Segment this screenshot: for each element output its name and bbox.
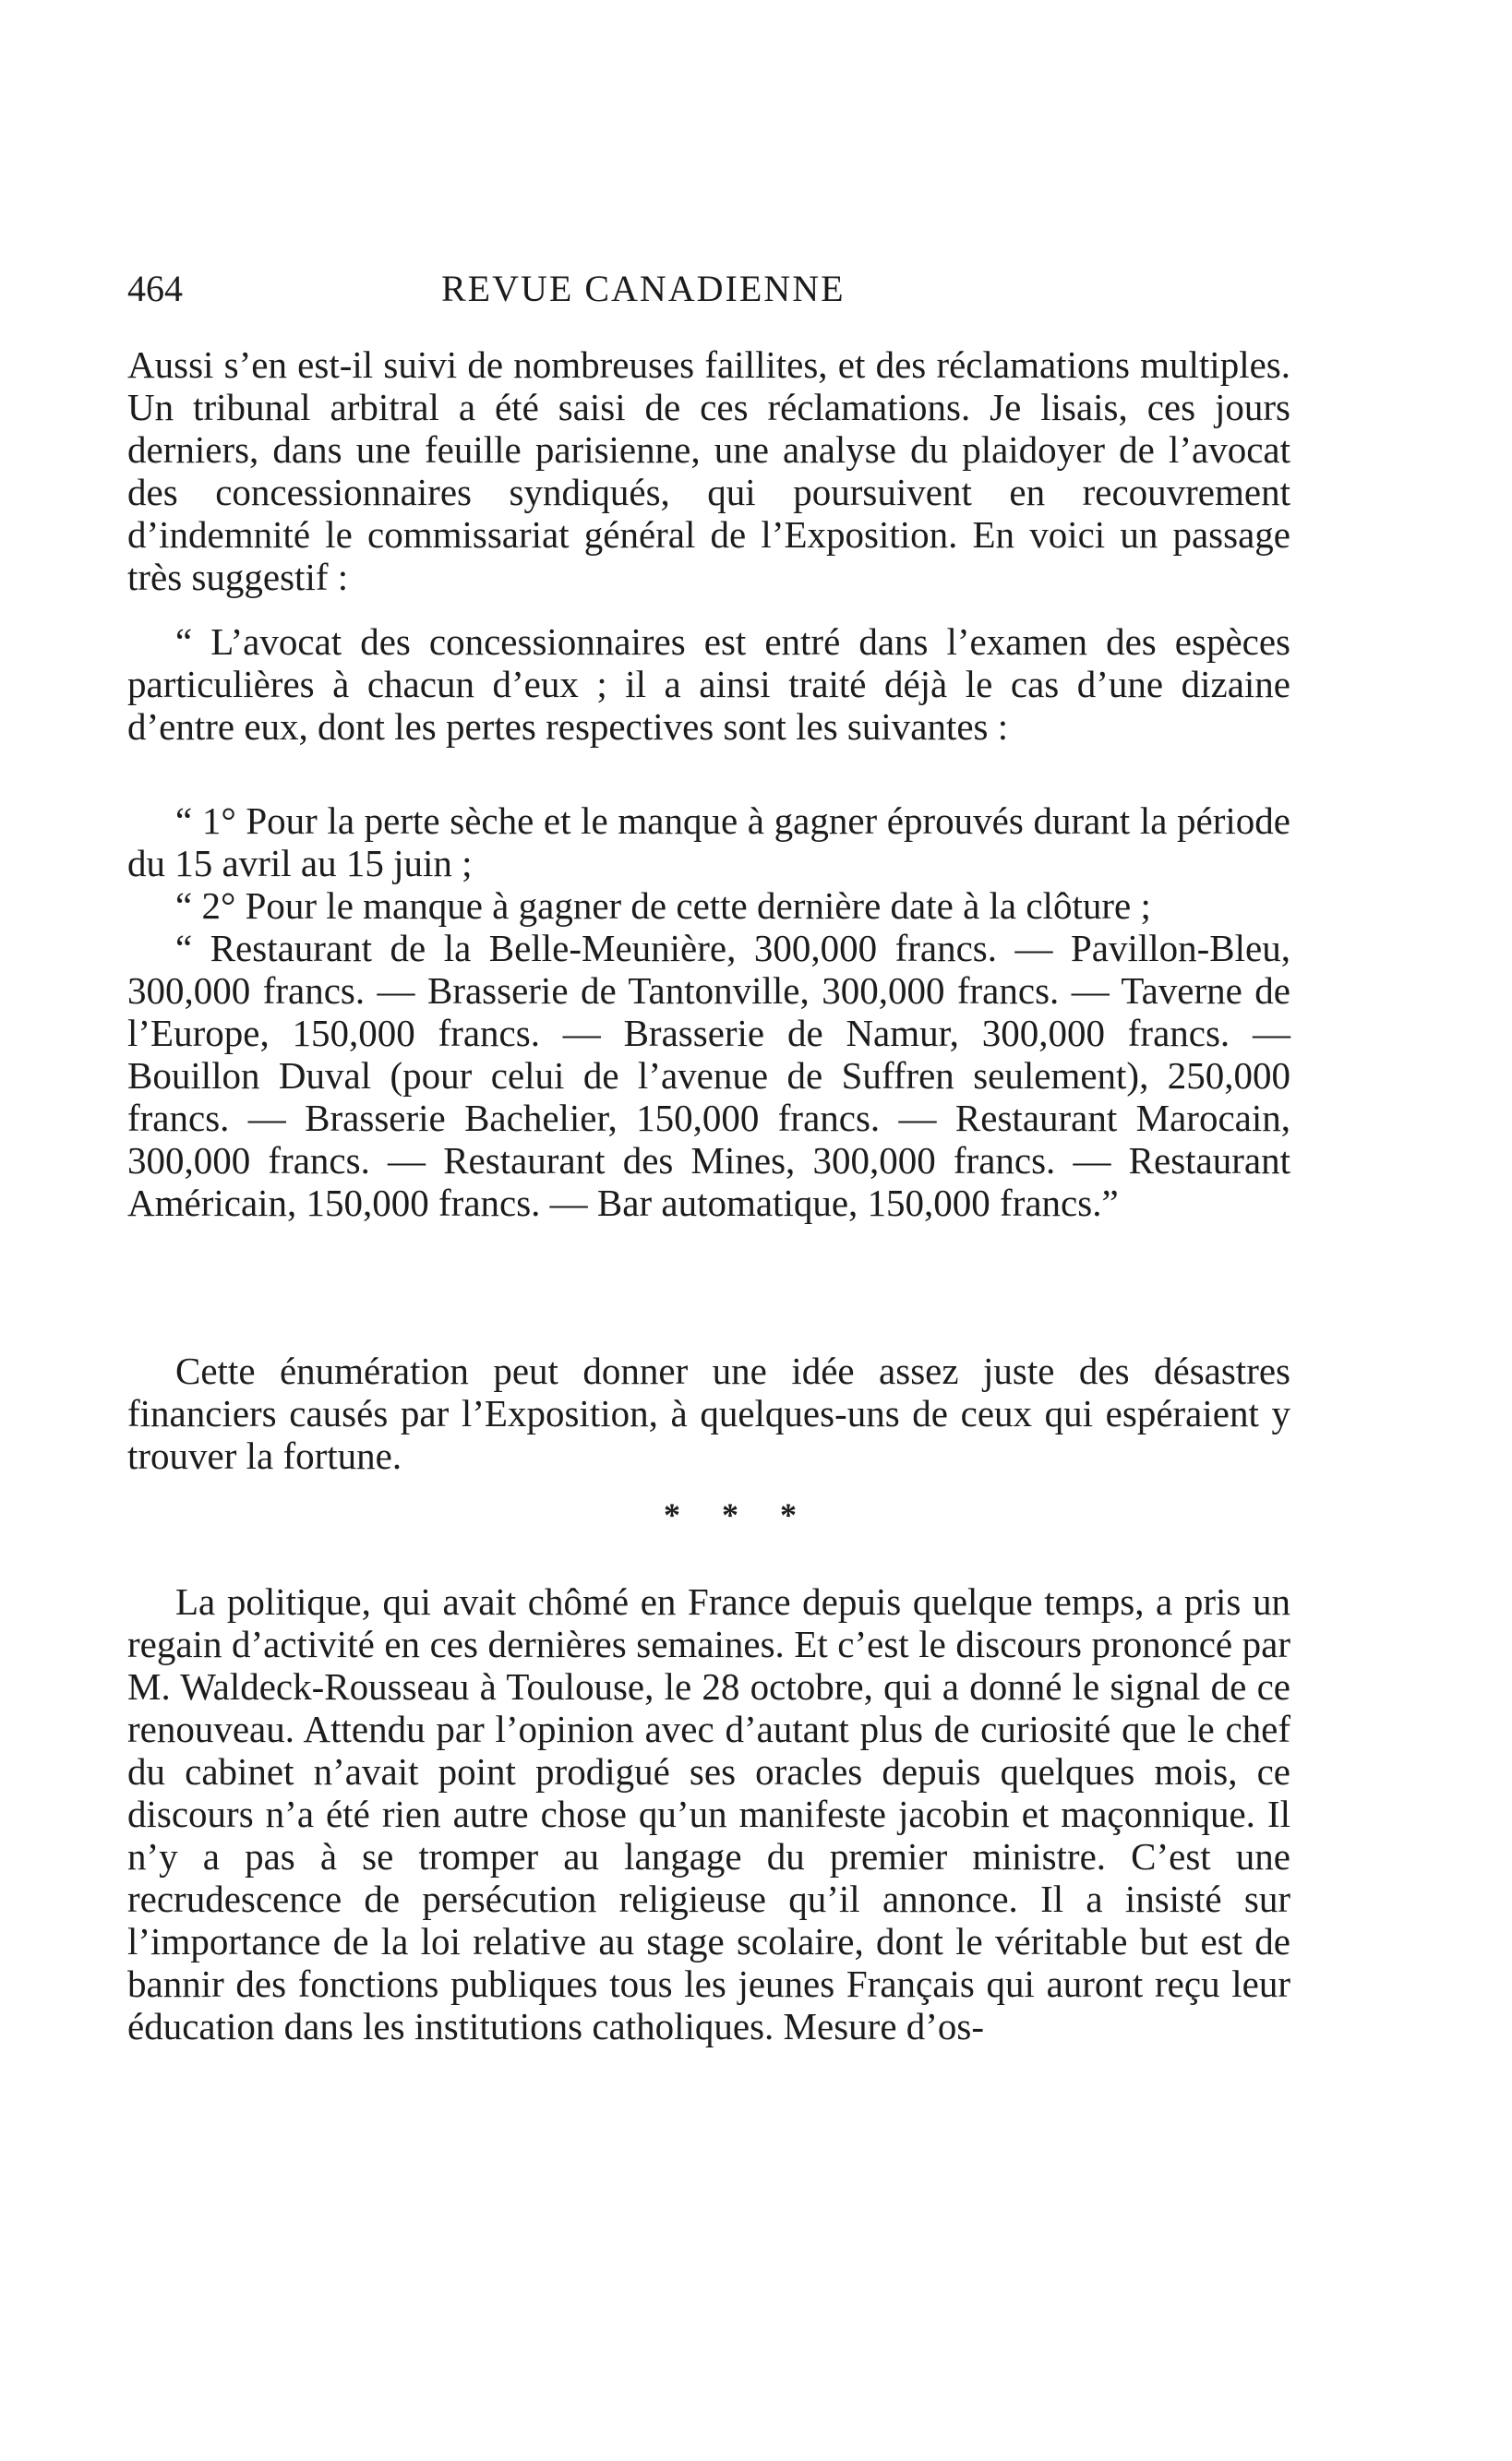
paragraph-text: Cette énumération peut donner une idée assez juste des désastres financiers causés par l’Exposition, à quelques-uns de ceux qui espéraient y trouver la fortune. [127,1350,1290,1477]
paragraph-politics [127,1580,1290,2047]
page-header [127,266,1281,312]
paragraph-opening [127,343,1290,598]
paragraph-text: La politique, qui avait chômé en France depuis quelque temps, a pris un regain d’activité en ces dernières semaines. Et c’est le discours prononcé par M. Waldeck-Rousseau à Toulouse, le 28 octobre, qui a donné le signal de ce renouveau. Attendu par l’opinion avec d’autant plus de curiosité que le chef du cabinet n’avait point prodigué ses oracles depuis quelques mois, ce discours n’a été rien autre chose qu’un manifeste jacobin et maçonnique. Il n’y a pas à se tromper au langage du premier ministre. C’est une recrudescence de persécution religieuse qu’il annonce. Il a insisté sur l’importance de la loi relative au stage scolaire, dont le véritable but est de bannir des fonctions publiques tous les jeunes Français qui auront reçu leur éducation dans les institutions catholiques. Mesure d’os- [127,1580,1290,2047]
section-separator: * * * [664,1496,813,1533]
page-number: 464 [127,268,183,309]
quote-item-1: “ 1° Pour la perte sèche et le manque à gagner éprouvés durant la période du 15 avril au 15 juin ; [127,799,1290,884]
quote-intro [127,620,1290,748]
paragraph-after-quote [127,1350,1290,1477]
quote-intro-text: “ L’avocat des concessionnaires est entré dans l’examen des espèces particulières à chacun d’eux ; il a ainsi traité déjà le cas d’une dizaine d’entre eux, dont les pertes respectives sont les suivantes : [127,620,1290,748]
quote-items [127,799,1290,1224]
quote-item-2: “ 2° Pour le manque à gagner de cette dernière date à la clôture ; [175,884,1151,927]
quote-list: “ Restaurant de la Belle-Meunière, 300,000 francs. — Pavillon-Bleu, 300,000 francs. — Brasserie de Tantonville, 300,000 francs. — Taverne de l’Europe, 150,000 francs. — Brasserie de Namur, 300,000 francs. — Bouillon Duval (pour celui de l’avenue de Suffren seulement), 250,000 francs. — Brasserie Bachelier, 150,000 francs. — Restaurant Marocain, 300,000 francs. — Restaurant des Mines, 300,000 francs. — Restaurant Américain, 150,000 francs. — Bar automatique, 150,000 francs.” [127,927,1290,1224]
paragraph-text: Aussi s’en est-il suivi de nombreuses faillites, et des réclamations multiples. Un tribunal arbitral a été saisi de ces réclamations. Je lisais, ces jours derniers, dans une feuille parisienne, une analyse du plaidoyer de l’avocat des concessionnaires syndiqués, qui poursuivent en recouvrement d’indemnité le commissariat général de l’Exposition. En voici un passage très suggestif : [127,343,1290,598]
running-title: REVUE CANADIENNE [441,268,846,309]
